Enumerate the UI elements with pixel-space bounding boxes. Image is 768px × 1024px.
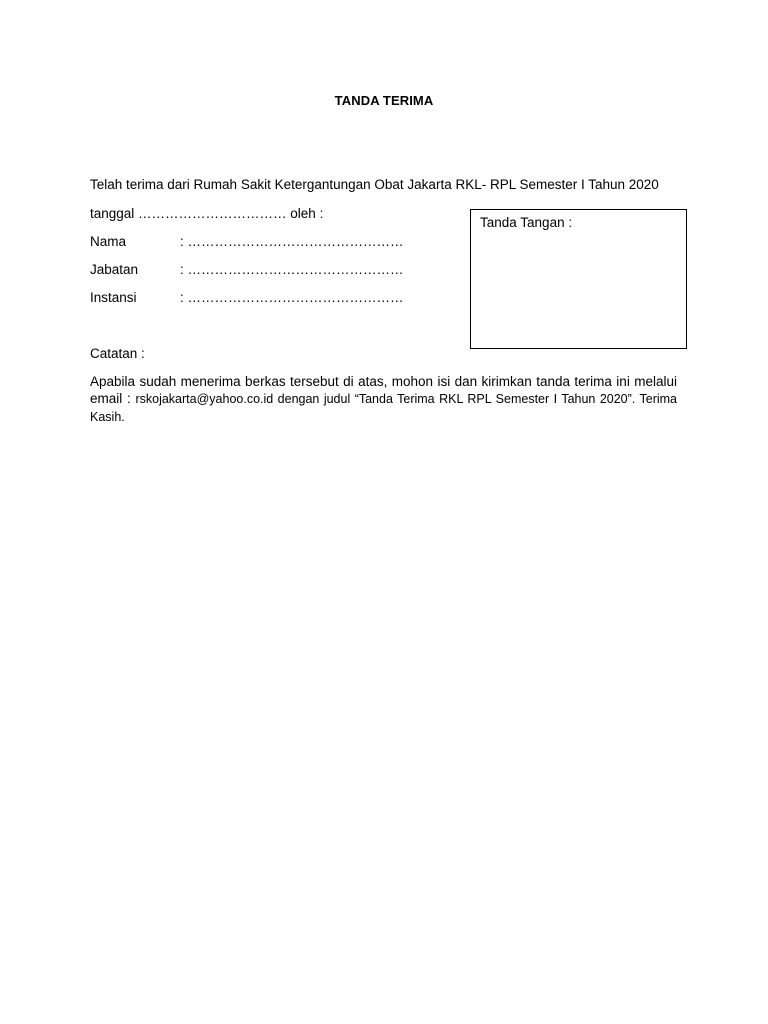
field-row-jabatan bbox=[90, 262, 404, 277]
signature-box bbox=[470, 209, 687, 349]
note-paragraph bbox=[90, 373, 677, 426]
note-text: Apabila sudah menerima berkas tersebut di atas, mohon isi dan kirimkan tanda terima ini melalui email : bbox=[90, 374, 677, 406]
tanggal-line: tanggal …………………………… oleh : bbox=[90, 206, 324, 221]
field-value-instansi: : ………………………………………… bbox=[180, 290, 404, 305]
document-title: TANDA TERIMA bbox=[334, 93, 434, 108]
field-value-nama: : ………………………………………… bbox=[180, 234, 404, 249]
signature-label: Tanda Tangan : bbox=[480, 215, 573, 230]
catatan-label: Catatan : bbox=[90, 346, 145, 361]
note-email-text: rskojakarta@yahoo.co.id dengan judul “Tanda Terima RKL RPL Semester I Tahun 2020”. Terima Kasih. bbox=[90, 392, 677, 424]
field-label-jabatan: Jabatan bbox=[90, 262, 139, 277]
intro-text: Telah terima dari Rumah Sakit Ketergantungan Obat Jakarta RKL- RPL Semester I Tahun 2020 bbox=[90, 177, 659, 192]
field-value-jabatan: : ………………………………………… bbox=[180, 262, 404, 277]
field-label-instansi: Instansi bbox=[90, 290, 137, 305]
field-row-nama bbox=[90, 234, 404, 249]
field-label-nama: Nama bbox=[90, 234, 127, 249]
field-row-instansi bbox=[90, 290, 404, 305]
